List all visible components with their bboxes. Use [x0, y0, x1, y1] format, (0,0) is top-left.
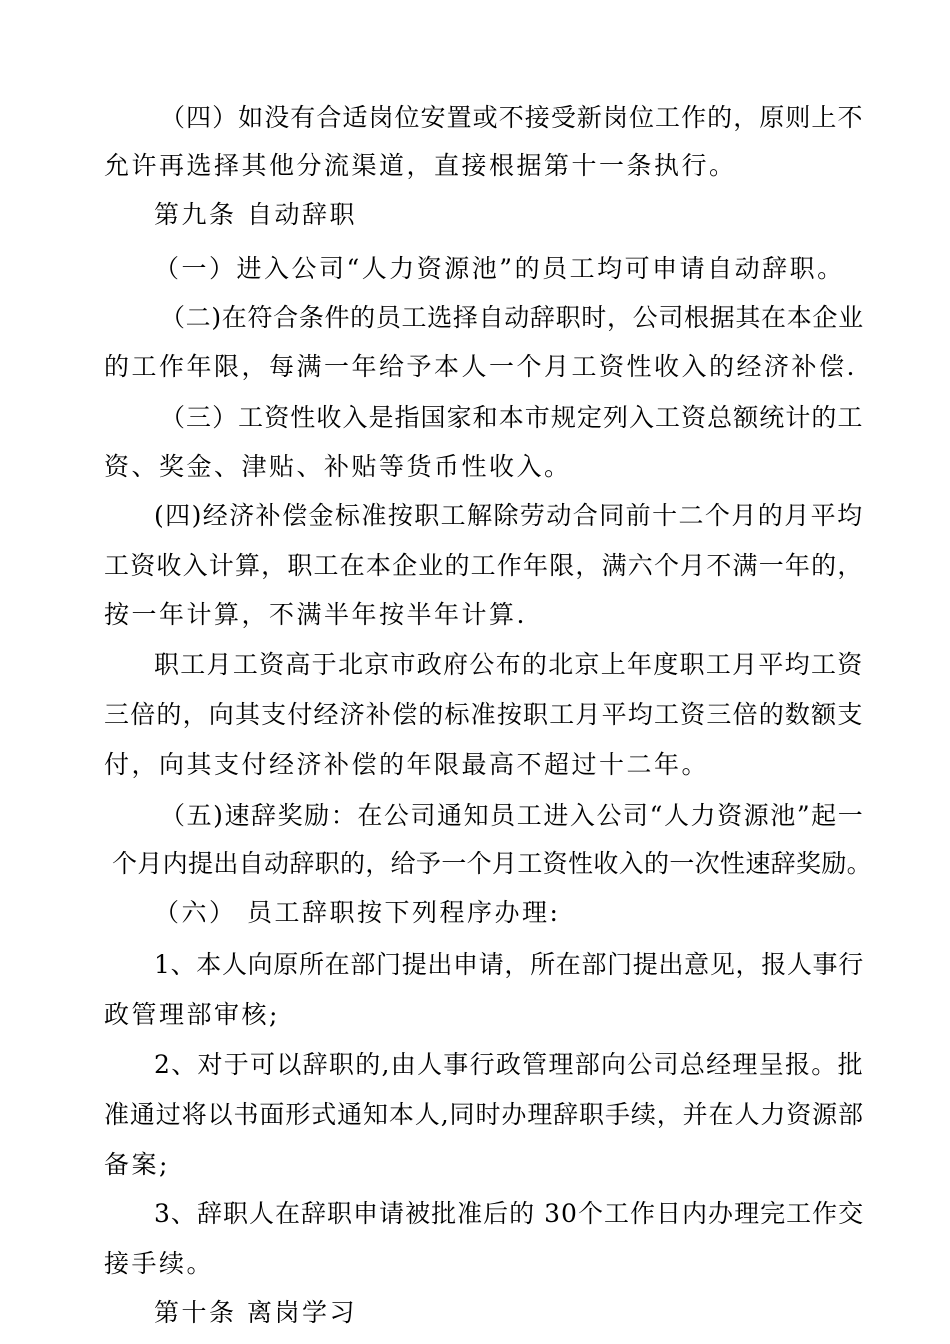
paragraph-line: 付，向其支付经济补偿的年限最高不超过十二年。	[104, 750, 710, 779]
paragraph-line: （三）工资性收入是指国家和本市规定列入工资总额统计的工	[160, 403, 864, 432]
paragraph-line: （五)速辞奖励：在公司通知员工进入公司“人力资源池”起一	[160, 801, 865, 830]
paragraph-line: （六） 员工辞职按下列程序办理:	[154, 898, 561, 927]
paragraph-line: 职工月工资高于北京市政府公布的北京上年度职工月平均工资	[154, 650, 864, 679]
paragraph-line: 1、本人向原所在部门提出申请，所在部门提出意见，报人事行	[154, 950, 864, 979]
paragraph-line: （二)在符合条件的员工选择自动辞职时，公司根据其在本企业	[160, 303, 864, 332]
paragraph-line: 备案;	[104, 1150, 170, 1179]
paragraph-line: 资、奖金、津贴、补贴等货币性收入。	[104, 452, 572, 481]
paragraph-line: 工资收入计算，职工在本企业的工作年限，满六个月不满一年的，	[104, 551, 864, 580]
paragraph-line: （一）进入公司“人力资源池”的员工均可申请自动辞职。	[154, 254, 845, 283]
paragraph-line: 按一年计算，不满半年按半年计算.	[104, 600, 527, 629]
paragraph-line: 三倍的，向其支付经济补偿的标准按职工月平均工资三倍的数额支	[104, 700, 864, 729]
section-heading: 第十条 离岗学习	[154, 1298, 357, 1327]
paragraph-line: 2、对于可以辞职的,由人事行政管理部向公司总经理呈报。批	[154, 1050, 864, 1079]
paragraph-line: 个月内提出自动辞职的，给予一个月工资性收入的一次性速辞奖励。	[112, 849, 873, 878]
paragraph-line: 接手续。	[104, 1249, 215, 1278]
paragraph-line: 政管理部审核;	[104, 1000, 280, 1029]
section-heading: 第九条 自动辞职	[154, 200, 357, 229]
paragraph-line: 允许再选择其他分流渠道，直接根据第十一条执行。	[104, 151, 737, 180]
paragraph-line: 准通过将以书面形式通知本人,同时办理辞职手续，并在人力资源部	[104, 1100, 864, 1129]
paragraph-line: （四）如没有合适岗位安置或不接受新岗位工作的，原则上不	[160, 103, 864, 132]
paragraph-line: (四)经济补偿金标准按职工解除劳动合同前十二个月的月平均	[154, 501, 864, 530]
paragraph-line: 3、辞职人在辞职申请被批准后的 30个工作日内办理完工作交	[154, 1199, 865, 1228]
paragraph-line: 的工作年限，每满一年给予本人一个月工资性收入的经济补偿.	[104, 352, 857, 381]
